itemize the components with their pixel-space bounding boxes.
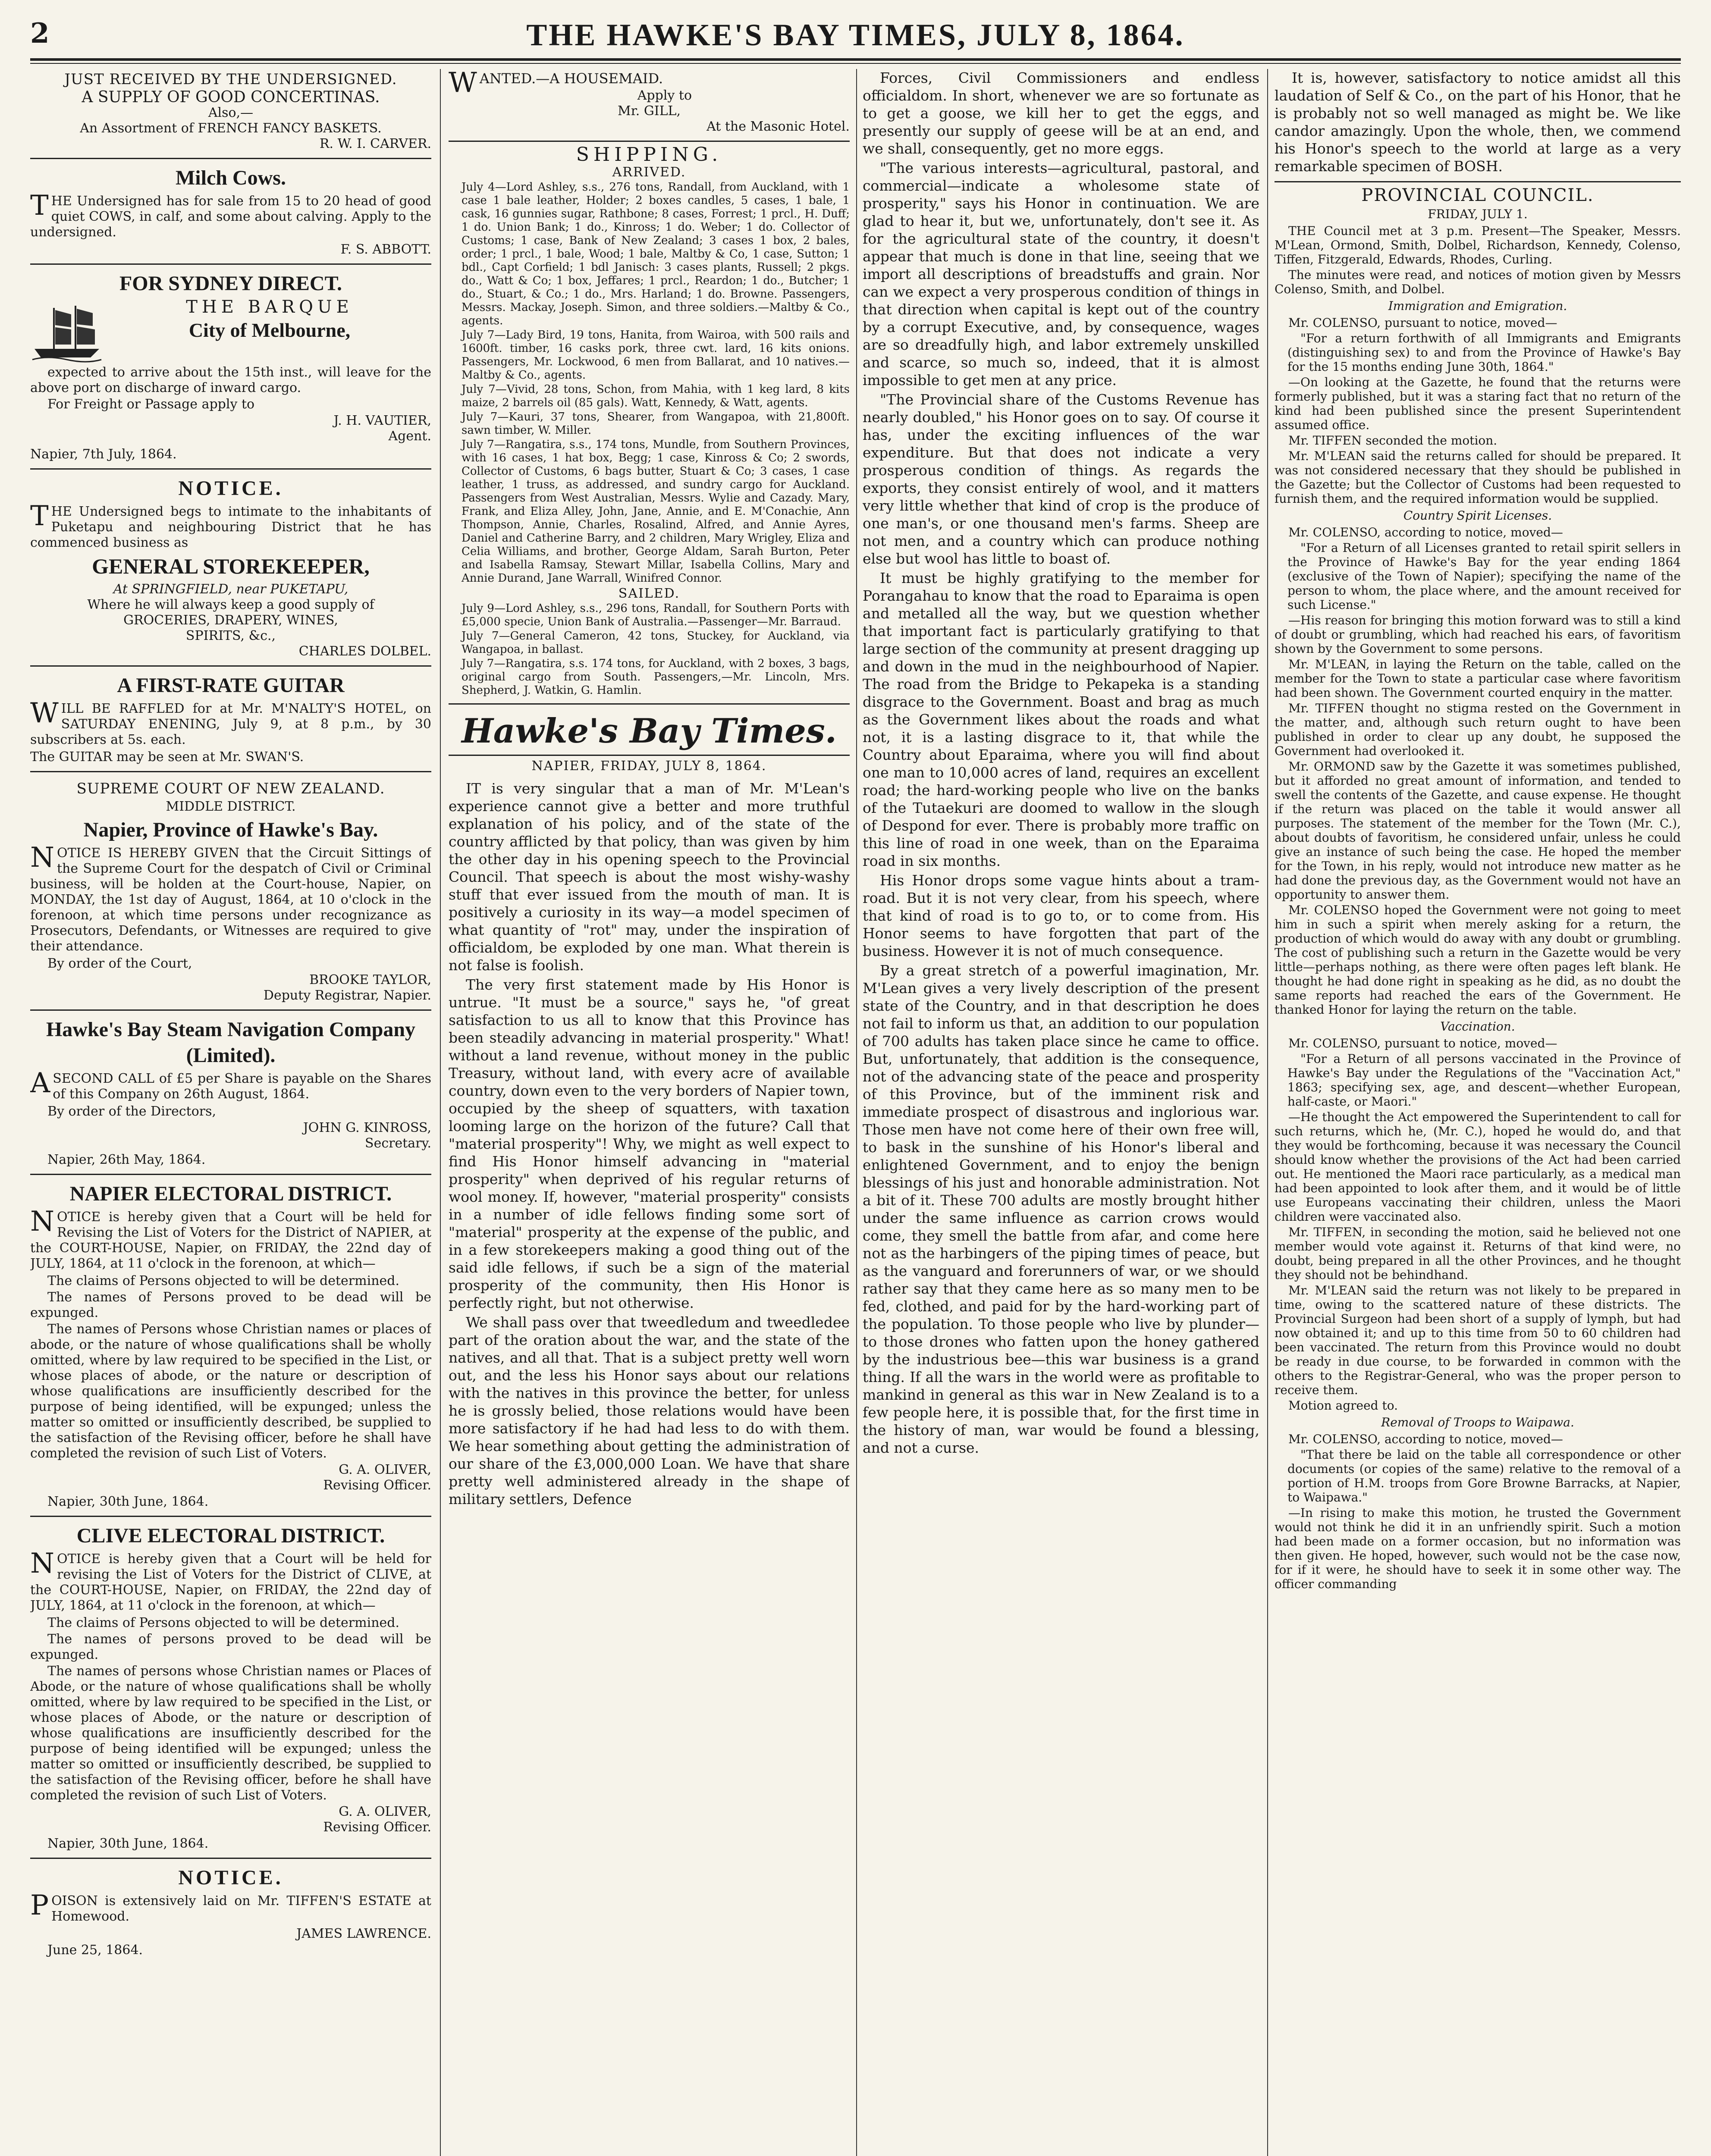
ad-title: FOR SYDNEY DIRECT. <box>119 272 342 295</box>
ad-body: The names of Persons proved to be dead will be expunged. <box>30 1290 431 1320</box>
ad-line: A SUPPLY OF GOOD CONCERTINAS. <box>82 88 380 106</box>
ad-napier-electoral <box>30 1181 431 1510</box>
article-paragraph: His Honor drops some vague hints about a tram-road. But it is not very clear, from his speech, where that kind of road is to go to, or to come from. His Honor seems to have forgotten that part of the business. However it is not of much consequence. <box>863 872 1259 959</box>
council-motion: "For a return forthwith of all Immigrants and Emigrants (distinguishing sex) to and from the Province of Hawke's Bay for the 15 months ending June 30th, 1864." <box>1287 331 1681 374</box>
ad-body: THE Undersigned has for sale from 15 to 20 head of good quiet COWS, in calf, and some about calving. Apply to the undersigned. <box>30 190 431 240</box>
council-paragraph: The minutes were read, and notices of motion given by Messrs Colenso, Smith, and Dolbel. <box>1275 268 1681 296</box>
ad-body: NOTICE IS HEREBY GIVEN that the Circuit Sittings of the Supreme Court for the despatch of Civil or Criminal business, will be holden at the Court-house, Napier, on MONDAY, the 1st day of August, 1864, at 10 o'clock in the forenoon, at which time persons under recognizance as Prosecutors, Defendants, or Witnesses are required to give their attendance. <box>30 842 431 954</box>
ad-title: Milch Cows. <box>176 166 286 189</box>
article-paragraph: The very first statement made by His Honor is untrue. "It must be a source," says he, "of great satisfaction to us all to know that this Province has been steadily advancing in material prosperity." What! without a land revenue, without money in the public Treasury, without land, with every acre of available country, down even to the very borders of Napier town, occupied by the sheep of squatters, with taxation looming large on the horizon of the future? Call that "material prosperity"! Why, we might as well expect to find His Honor himself advancing in "material prosperity" when deprived of his regular returns of wool money. If, however, "material prosperity" consists in a number of idle fellows finding some sort of "material" prosperity at the expense of the public, and in a few storekeepers making a good thing out of the said idle fellows, if such be a sign of the material prosperity of the community, then His Honor is perfectly right, but not otherwise. <box>449 976 850 1311</box>
ad-role: Agent. <box>388 429 431 444</box>
editorial-conclusion <box>1275 69 1681 175</box>
ad-notice-storekeeper <box>30 476 431 659</box>
ad-sydney-direct <box>30 271 431 462</box>
ship-name: City of Melbourne, <box>188 319 351 341</box>
ad-line: Mr. GILL, <box>617 103 681 119</box>
ad-line: An Assortment of FRENCH FANCY BASKETS. <box>80 121 382 136</box>
article-paragraph: "The Provincial share of the Customs Revenue has nearly doubled," his Honor goes on to say. Of course it has, under the exciting influences of the war expenditure. But that does not indicate a very prosperous condition of things. As regards the exports, they consist entirely of wool, and it matters very little whether that kind of crop is the produce of one man's, or one thousand men's farms. Sheep are not men, and a country which can produce nothing else but wool has little to boast of. <box>863 391 1259 567</box>
council-paragraph: Mr. COLENSO, pursuant to notice, moved— <box>1288 1036 1557 1050</box>
ad-line: MIDDLE DISTRICT. <box>166 799 296 814</box>
shipping-entry: July 7—Kauri, 37 tons, Shearer, from Wangapoa, with 21,800ft. sawn timber, W. Miller. <box>461 411 850 437</box>
ad-concertinas <box>30 69 431 152</box>
shipping-entry: July 7—Lady Bird, 19 tons, Hanita, from Wairoa, with 500 rails and 1600ft. timber, 16 casks pork, three cwt. lard, 16 kits onions. Passengers, Mr. Lockwood, 6 men from Ballarat, and 10 natives.—Maltby & Co., agents. <box>461 329 850 382</box>
article-paragraph: By a great stretch of a powerful imagination, Mr. M'Lean gives a very lively description of the present state of the Country, and in that description he does not fail to inform us that, an addition to our population of 700 adults has taken place since he came to office. But, unfortunately, that addition is the consequence, not of the advancing state of the peace and prosperity of this Province, but of the imminent risk and immediate prospect of disastrous and inglorious war. Those men have not come here of their own free will, to bask in the sunshine of his Honor's liberal and enlightened Government, and to enjoy the benign blessings of his just and honorable administration. Not a bit of it. These 700 adults are mostly brought hither under the same influence as carrion crows would come, they smell the battle from afar, and come here not as the harbingers of the piping times of peace, but as the vanguard and forerunners of war, or we should rather say that they came here as so many men to be fed, clothed, and paid for by the hard-working part of the population. To those people who live by plunder—to those drones who fatten upon the honey gathered by the industrious bee—this war business is a grand thing. If all the wars in the world were as profitable to mankind in general as this war in New Zealand is to a few people here, it is possible that, for the first time in the history of man, war would be found a blessing, and not a curse. <box>863 962 1259 1456</box>
ad-signature: R. W. I. CARVER. <box>319 136 431 151</box>
ad-title: A FIRST-RATE GUITAR <box>117 674 345 697</box>
ad-signature: JAMES LAWRENCE. <box>296 1926 431 1941</box>
divider <box>30 263 431 265</box>
column-editorial-continued <box>863 69 1259 2156</box>
council-paragraph: Mr. TIFFEN seconded the motion. <box>1288 433 1498 448</box>
section-heading: SHIPPING. <box>576 144 722 166</box>
shipping-entry: July 7—General Cameron, 42 tons, Stuckey, for Auckland, via Wangapoa, in ballast. <box>461 630 850 656</box>
council-paragraph: Mr. COLENSO, according to notice, moved— <box>1288 1432 1563 1446</box>
editorial-dateline: NAPIER, FRIDAY, JULY 8, 1864. <box>531 758 767 774</box>
council-subheading: Immigration and Emigration. <box>1388 299 1567 313</box>
divider <box>30 468 431 470</box>
divider <box>30 665 431 667</box>
ad-line: Where he will always keep a good supply of <box>87 597 374 612</box>
ad-body: The names of persons whose Christian names or Places of Abode, or the nature of whose qualifications shall be wholly omitted, where by law required to be specified in the List, or whose places of Abode, or the nature or description of whose qualifications are insufficiently described for the purpose of being identified will be expunged; unless the matter so omitted or insufficiently described, be supplied to the satisfaction of the Revising officer, before he shall have completed the revision of such List of Voters. <box>30 1664 431 1803</box>
editorial-masthead: Hawke's Bay Times. <box>461 711 837 751</box>
council-paragraph: —His reason for bringing this motion forward was to still a kind of doubt or grumbling, which had reached his ears, of favoritism shown by the Government to some persons. <box>1275 613 1681 656</box>
ad-title: NOTICE. <box>178 477 283 500</box>
ad-body: expected to arrive about the 15th inst., will leave for the above port on discharge of inward cargo. <box>30 365 431 395</box>
ad-signature: G. A. OLIVER, <box>339 1462 431 1477</box>
council-paragraph: Mr. M'LEAN said the return was not likely to be prepared in time, owing to the scattered nature of these districts. The Provincial Surgeon had been short of a supply of lymph, but had now obtained it; and up to this time from 50 to 60 children had been vaccinated. The return from this Province would no doubt be ready in due course, to be forwarded in common with the others to the Registrar-General, who was the proper person to receive them. <box>1275 1283 1681 1397</box>
ad-date: Napier, 26th May, 1864. <box>47 1152 206 1167</box>
ad-title: CLIVE ELECTORAL DISTRICT. <box>76 1524 385 1547</box>
ad-body: For Freight or Passage apply to <box>47 397 255 412</box>
ad-body: POISON is extensively laid on Mr. TIFFEN'S ESTATE at Homewood. <box>30 1890 431 1924</box>
divider <box>449 141 850 142</box>
ad-signature: CHARLES DOLBEL. <box>298 644 431 659</box>
column-divider <box>856 69 857 2156</box>
ad-title: Hawke's Bay Steam Navigation Company (Limited). <box>46 1018 416 1067</box>
divider <box>449 703 850 705</box>
article-paragraph: It is, however, satisfactory to notice amidst all this laudation of Self & Co., on the part of his Honor, that he is probably not so well managed as might be. We like candor amazingly. Upon the whole, then, we commend his Honor's speech to the world at large as a very remarkable specimen of BOSH. <box>1275 69 1681 175</box>
article-paragraph: We shall pass over that tweedledum and tweedledee part of the oration about the war, and the state of the natives, and all that. That is a subject pretty well worn out, and the less his Honor says about our relations with the natives in this province the better, for unless he is grossly belied, those relations would have been more satisfactory if he had had less to do with them. We hear something about getting the administration of our share of the £3,000,000 Loan. We have that share pretty well administered already in the shape of military settlers, Defence <box>449 1314 850 1507</box>
ad-clive-electoral <box>30 1523 431 1852</box>
section-heading: PROVINCIAL COUNCIL. <box>1361 185 1594 205</box>
ad-line: SPIRITS, &c., <box>185 628 276 643</box>
ad-date: June 25, 1864. <box>47 1943 143 1958</box>
council-paragraph: Mr. COLENSO hoped the Government were not going to meet him in such a spirit when merely asking for a return, the production of which would do away with any doubt or grumbling. The cost of publishing such a return in the Gazette would be very little—perhaps nothing, as there were often pages left blank. He thought he had done right in speaking as he did, as no doubt the same reports had reached the ears of the Government. He thanked Honor for laying the return on the table. <box>1275 903 1681 1017</box>
council-motion: "For a Return of all persons vaccinated in the Province of Hawke's Bay under the Regulations of the "Vaccination Act," 1863; specifying sex, age, and descent—whether European, half-caste, or Maori." <box>1287 1052 1681 1109</box>
ad-body: ASECOND CALL of £5 per Share is payable on the Shares of this Company on 26th August, 1864. <box>30 1067 431 1102</box>
top-rule <box>30 58 1681 61</box>
shipping-entry: July 9—Lord Ashley, s.s., 296 tons, Randall, for Southern Ports with £5,000 specie, Union Bank of Australia.—Passenger—Mr. Barraud. <box>461 602 850 628</box>
article-paragraph: It must be highly gratifying to the member for Porangahau to know that the road to Eparaima is open and metalled all the way, but we question whether that important fact is particularly gratifying to that large section of the community at present dragging up and down in the mud in the neighbourhood of Napier. The road from the Bridge to Pekapeka is a standing disgrace to the Government. Boast and brag as much as the Government likes about the roads and what not, it is a lasting disgrace to it, that while the Country about Eparaima, where you will find about one man to 10,000 acres of land, requires an excellent road; the hard-working people who live on the banks of the Tutaekuri are doomed to wallow in the slough of Despond for ever. There is probably more traffic on this line of road in one week, than on the Eparaima road in six months. <box>863 570 1259 869</box>
ad-body: The names of Persons whose Christian names or places of abode, or the nature of whose qualifications shall be wholly omitted, where by law required to be specified in the List, or whose places of abode, or the nature or description of whose qualifications are insufficiently described for the purpose of being identified, will be expunged; unless the matter so omitted or insufficiently described, be supplied to the satisfaction of the Revising officer, before he shall have completed the revision of such List of Voters. <box>30 1322 431 1461</box>
ad-signature: G. A. OLIVER, <box>339 1804 431 1819</box>
council-paragraph: —In rising to make this motion, he trusted the Government would not think he did it in an unfriendly spirit. Such a motion had been made on a former occasion, but no information was then given. He hoped, however, such would not be the case now, for if it were, he should have to seek it in some other way. The officer commanding <box>1275 1506 1681 1591</box>
ad-date: Napier, 30th June, 1864. <box>47 1836 209 1851</box>
ad-body: The names of persons proved to be dead will be expunged. <box>30 1632 431 1662</box>
council-motion: "For a Return of all Licenses granted to retail spirit sellers in the Province of Hawke's Bay for the year ending 1864 (exclusive of the Town of Napier); specifying the name of the person to whom, the place where, and the amount received for such License." <box>1287 541 1681 612</box>
divider <box>30 1009 431 1011</box>
divider <box>30 1174 431 1175</box>
ad-signature: F. S. ABBOTT. <box>340 242 431 257</box>
ad-header: JUST RECEIVED BY THE UNDERSIGNED. <box>64 71 397 88</box>
ad-signature: JOHN G. KINROSS, <box>303 1120 431 1135</box>
article-paragraph: "The various interests—agricultural, pastoral, and commercial—indicate a wholesome state of prosperity," says his Honor in continuation. We are glad to hear it, but we, unfortunately, don't see it. As for the agricultural state of the country, it doesn't appear that much is done in that line, seeing that we import all descriptions of breadstuffs and grain. Nor can we expect a very prosperous condition of things in that direction when capital is kept out of the country by a corrupt Executive, and, by consequence, wages are so dreadfully high, and labor extremely unskilled and scarce, so much so, indeed, that it is almost impossible to get men at any price. <box>863 160 1259 389</box>
council-subheading: Vaccination. <box>1440 1019 1515 1034</box>
ad-body: WILL BE RAFFLED for at Mr. M'NALTY'S HOTEL, on SATURDAY ENENING, July 9, at 8 p.m., by 30 subscribers at 5s. each. <box>30 697 431 747</box>
ad-line: Also,— <box>208 105 254 120</box>
divider <box>30 158 431 159</box>
article-paragraph: IT is very singular that a man of Mr. M'Lean's experience cannot give a better and more truthful explanation of his policy, and of the state of the country afflicted by that policy, than was given by him the other day in his opening speech to the Provincial Council. That speech is about the most wishy-washy stuff that ever issued from the mouth of man. It is positively a curiosity in its way—a model specimen of what quantity of "rot" may, under the inspiration of officialdom, be exploded by one man. What therein is not false is foolish. <box>449 780 850 974</box>
ad-body: THE Undersigned begs to intimate to the inhabitants of Puketapu and neighbouring District that he has commenced business as <box>30 500 431 550</box>
council-subheading: Removal of Troops to Waipawa. <box>1381 1415 1574 1429</box>
sailing-ship-icon <box>30 299 104 364</box>
ship-notice <box>30 299 431 364</box>
council-paragraph: Motion agreed to. <box>1288 1398 1398 1413</box>
ad-role: Secretary. <box>365 1136 431 1151</box>
shipping-entry: July 7—Rangatira, s.s. 174 tons, for Auckland, with 2 boxes, 3 bags, original cargo from South. Passengers,—Mr. Lincoln, Mrs. Shepherd, J. Watkin, G. Hamlin. <box>461 657 850 697</box>
shipping-entry: July 7—Rangatira, s.s., 174 tons, Mundle, from Southern Provinces, with 16 cases, 1 hat box, Begg; 1 case, Kinross & Co; 2 swords, Collector of Customs, 6 bags butter, Stuart & Co; 3 cases, 1 case leather, 1 truss, as addressed, and sundry cargo for Auckland. Passengers from West Australian, Messrs. Wylie and Cazady. Mary, Frank, and Eliza Alley, John, Jane, Annie, and E. M'Conachie, Ann Thompson, Annie, Charles, Rosalind, Alfred, and Annie Ayres, Daniel and Catherine Barry, and 2 children, Mary Wrigley, Eliza and Celia Williams, and brother, George Aldam, Sarah Burton, Peter and Isabella Ramsay, Stewart Millar, Isabella Collins, Mary and Annie Durand, Jane Warrall, Winifred Connor. <box>461 438 850 585</box>
council-paragraph: Mr. M'LEAN, in laying the Return on the table, called on the member for the Town to state a particular case where favoritism had been shown. The Government courted enquiry in the matter. <box>1275 657 1681 700</box>
ad-line: The GUITAR may be seen at Mr. SWAN'S. <box>30 749 304 765</box>
column-advertisements <box>30 69 431 2156</box>
ad-line: At the Masonic Hotel. <box>706 119 850 134</box>
ad-signature: J. H. VAUTIER, <box>333 413 431 428</box>
council-paragraph: THE Council met at 3 p.m. Present—The Speaker, Messrs. M'Lean, Ormond, Smith, Dolbel, Richardson, Kennedy, Colenso, Tiffen, Fitzgerald, Edwards, Rhodes, Curling. <box>1275 224 1681 266</box>
ad-line: GROCERIES, DRAPERY, WINES, <box>123 613 338 628</box>
ad-notice-poison <box>30 1865 431 1958</box>
council-paragraph: Mr. ORMOND saw by the Gazette it was sometimes published, but it afforded no great amount of information, and tended to swell the contents of the Gazette, and cause expense. He thought if the return was placed on the table it would answer all purposes. The statement of the member for the Town (Mr. C.), about doubts of favoritism, he considered unfair, unless he could give an instance of such being the case. He hoped the member for the Town, in his reply, would not introduce new matter as he had done the previous day, as the Government would not have an opportunity to answer them. <box>1275 759 1681 902</box>
ad-signature: BROOKE TAYLOR, <box>309 972 431 987</box>
ad-role: Deputy Registrar, Napier. <box>263 988 431 1003</box>
ad-date: Napier, 30th June, 1864. <box>47 1494 209 1509</box>
newspaper-title: THE HAWKE'S BAY TIMES, JULY 8, 1864. <box>526 18 1185 52</box>
council-subheading: Country Spirit Licenses. <box>1403 508 1552 523</box>
council-date: FRIDAY, JULY 1. <box>1428 207 1528 221</box>
ad-date: Napier, 7th July, 1864. <box>30 447 177 462</box>
ad-title: NOTICE. <box>178 1866 283 1889</box>
column-divider <box>1267 69 1268 2156</box>
ad-header: SUPREME COURT OF NEW ZEALAND. <box>76 780 385 797</box>
shipping-section <box>449 144 850 697</box>
ad-body: The claims of Persons objected to will be determined. <box>47 1273 400 1288</box>
council-paragraph: Mr. M'LEAN said the returns called for should be prepared. It was not considered necessary that they should be published in the Gazette; but the Collector of Customs had been requested to furnish them, and the required information would be supplied. <box>1275 449 1681 506</box>
ad-guitar <box>30 673 431 765</box>
council-paragraph: —He thought the Act empowered the Superintendent to call for such returns, which he, (Mr. C.), hoped he would do, and that they would be forthcoming, because it was necessary the Council should know whether the provisions of the Act had been carried out. He mentioned the Maori race particularly, as a medical man had been appointed to look after them, and it would be of little use Europeans vaccinating their children, unless the Maori children were vaccinated also. <box>1275 1110 1681 1224</box>
council-paragraph: Mr. COLENSO, pursuant to notice, moved— <box>1288 316 1557 330</box>
council-motion: "That there be laid on the table all correspondence or other documents (or copies of the same) relative to the removal of a portion of H.M. troops from Gore Browne Barracks, at Napier, to Waipawa." <box>1287 1448 1681 1504</box>
ad-title: NAPIER ELECTORAL DISTRICT. <box>69 1182 392 1205</box>
ad-body: NOTICE is hereby given that a Court will be held for Revising the List of Voters for the District of NAPIER, at the COURT-HOUSE, Napier, on FRIDAY, the 22nd day of JULY, 1864, at 11 o'clock in the forenoon, at which— <box>30 1206 431 1271</box>
shipping-entry: July 7—Vivid, 28 tons, Schon, from Mahia, with 1 keg lard, 8 kits maize, 2 barrels oil (85 gals). Watt, Kennedy, & Watt, agents. <box>461 383 850 409</box>
masthead <box>30 13 1681 60</box>
divider <box>30 1858 431 1859</box>
ad-line: WANTED.—A HOUSEMAID. <box>449 69 663 99</box>
column-shipping-editorial <box>449 69 850 2156</box>
ad-big-title: GENERAL STOREKEEPER, <box>92 554 370 578</box>
column-divider <box>440 69 441 2156</box>
divider <box>449 755 850 756</box>
council-paragraph: Mr. TIFFEN thought no stigma rested on the Government in the matter, and, although such return ought to have been published in order to clear up any doubt, he supposed the Government had overlooked it. <box>1275 701 1681 758</box>
council-paragraph: Mr. COLENSO, according to notice, moved— <box>1288 525 1563 539</box>
ad-line: Apply to <box>637 88 692 103</box>
column-provincial-council <box>1275 69 1681 2156</box>
shipping-entry: July 4—Lord Ashley, s.s., 276 tons, Randall, from Auckland, with 1 case 1 bale leather, Holder; 2 boxes candles, 5 cases, 1 bale, 1 cask, 16 gunnies sugar, Rathbone; 8 cases, Forrest; 1 prcl., H. Duff; 1 do. Union Bank; 1 do., Kinross; 1 do. Weber; 1 do. Collector of Customs; 1 case, Bank of New Zealand; 3 cases 1 box, 2 bales, order; 1 prcl., 1 bale, Wood; 1 bale, Maltby & Co, 1 case, Sutton; 1 bdl., Capt Corfield; 1 bdl Janisch: 3 cases plants, Russell; 2 pkgs. do., Watt & Co; 1 box, Jeffares; 1 prcl., Reardon; 1 do., Butcher; 1 do., Stuart, & Co.; 1 do., Mrs. Harland; 1 do. Browne. Passengers, Messrs. Mackay, Joseph. Simon, and three soldiers.—Maltby & Co., agents. <box>461 181 850 327</box>
ad-body: NOTICE is hereby given that a Court will be held for revising the List of Voters for the District of CLIVE, at the COURT-HOUSE, Napier, on FRIDAY, the 22nd day of JULY, 1864, at 11 o'clock in the forenoon, at which— <box>30 1548 431 1613</box>
ad-role: Revising Officer. <box>323 1478 431 1493</box>
ad-title: Napier, Province of Hawke's Bay. <box>83 818 378 841</box>
divider <box>1275 181 1681 182</box>
ad-line: By order of the Court, <box>47 956 192 971</box>
top-rule-thin <box>30 63 1681 64</box>
provincial-council-report <box>1275 185 1681 1591</box>
council-paragraph: Mr. TIFFEN, in seconding the motion, said he believed not one member would vote against it. Returns of that kind were, no doubt, being prepared in all the other Provinces, and he thought they should not be behindhand. <box>1275 1225 1681 1282</box>
ad-line: At SPRINGFIELD, near PUKETAPU, <box>113 582 348 597</box>
shipping-arrived-heading: ARRIVED. <box>612 165 686 180</box>
ship-type: THE BARQUE <box>186 297 353 317</box>
ad-supreme-court <box>30 778 431 1003</box>
council-paragraph: —On looking at the Gazette, he found that the returns were formerly published, but it was a staring fact that no return of the kind had been published since the present Superintendent assumed office. <box>1275 375 1681 432</box>
page-number: 2 <box>30 17 50 50</box>
ad-role: Revising Officer. <box>323 1820 431 1835</box>
divider <box>30 771 431 772</box>
ad-milch-cows <box>30 165 431 257</box>
divider <box>30 1516 431 1517</box>
ad-wanted-housemaid <box>449 71 850 135</box>
ad-line: By order of the Directors, <box>47 1104 217 1119</box>
article-paragraph: Forces, Civil Commissioners and endless officialdom. In short, whenever we are so fortunate as to get a goose, we kill her to get the eggs, and presently our supply of geese will be at an end, and we shall, consequently, get no more eggs. <box>863 69 1259 157</box>
shipping-sailed-heading: SAILED. <box>618 586 680 601</box>
ad-body: The claims of Persons objected to will be determined. <box>47 1615 400 1630</box>
ad-steam-navigation <box>30 1017 431 1168</box>
editorial-article <box>449 780 850 1508</box>
